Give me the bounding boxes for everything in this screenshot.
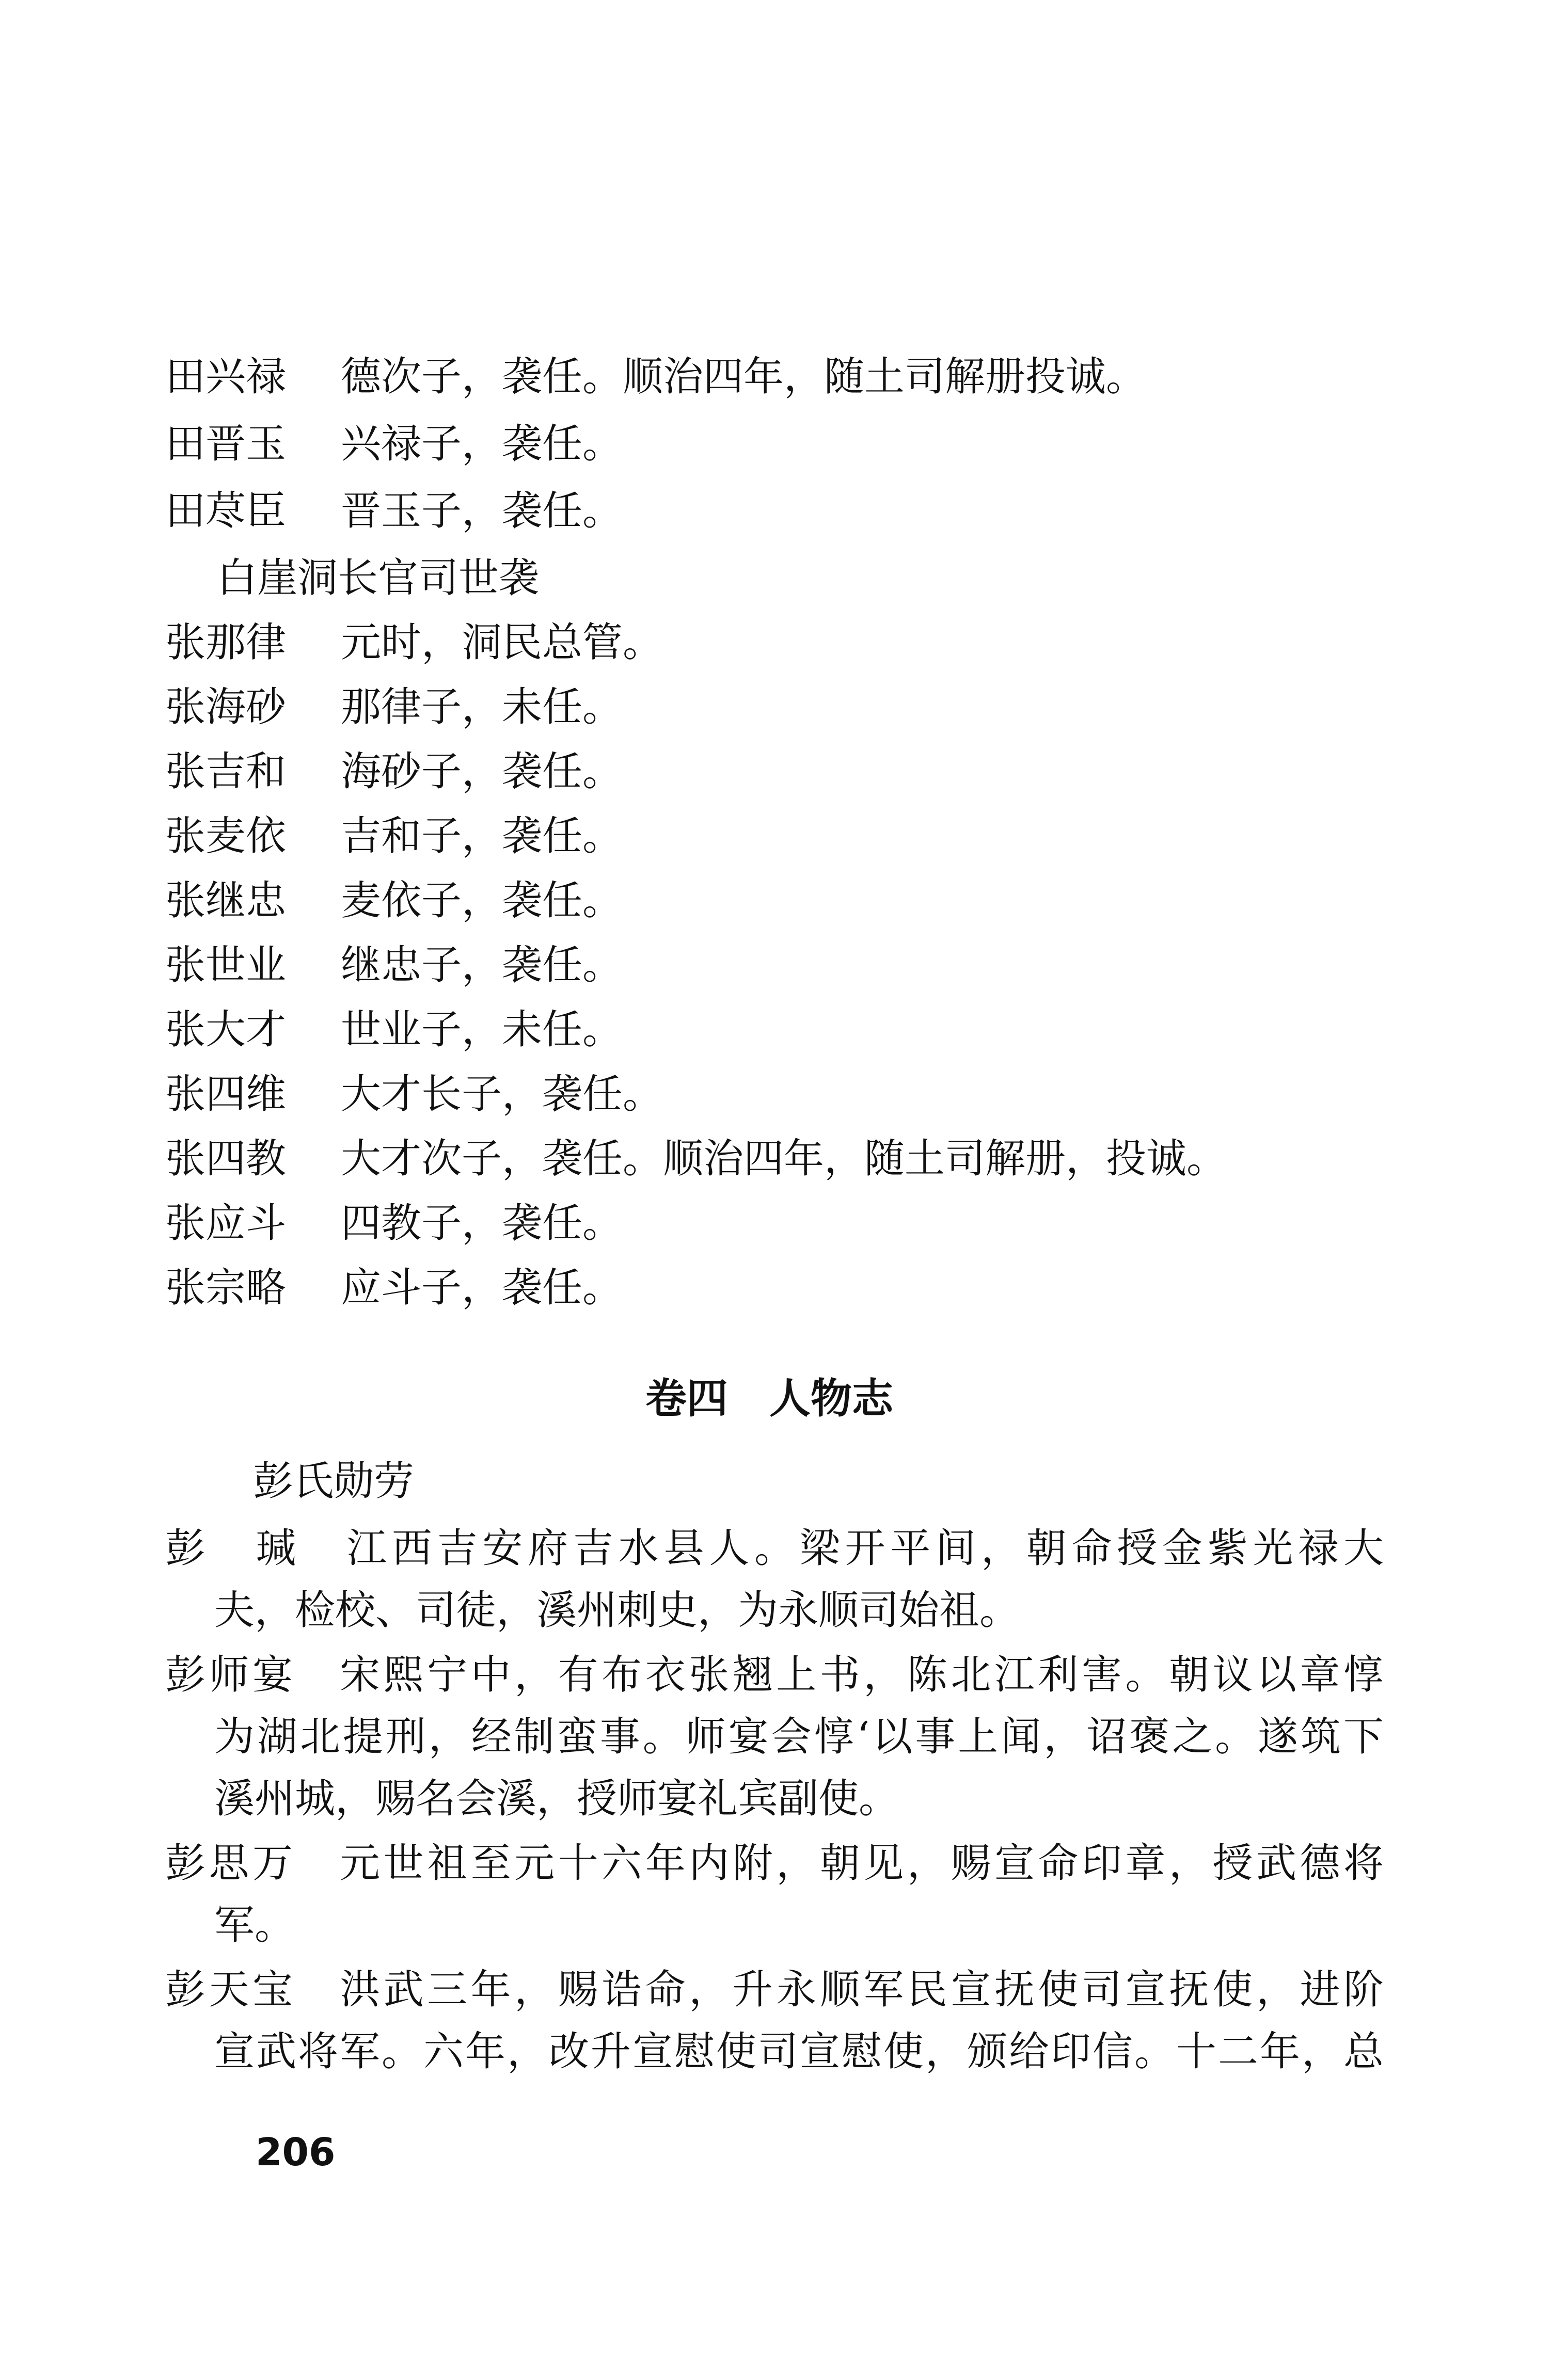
genealogy-entry <box>165 810 623 862</box>
entry-name: 张大才 <box>165 1007 287 1053</box>
genealogy-entry <box>165 418 623 470</box>
entry-name: 张四教 <box>165 1136 287 1182</box>
entry-text: 海砂子，袭任。 <box>341 748 623 795</box>
page-number: 206 <box>256 2130 336 2175</box>
entry-text: 那律子，未任。 <box>341 684 623 730</box>
bio-line-text: 彭 瑊 江西吉安府吉水县人。梁开平间，朝命授金紫光禄大 <box>165 1525 1384 1572</box>
entry-name: 田荩臣 <box>165 488 287 534</box>
genealogy-entry <box>165 1004 623 1056</box>
entry-text: 元时，洞民总管。 <box>341 619 663 666</box>
chapter-volume: 卷四 <box>645 1375 728 1423</box>
bio-line <box>214 1711 1384 1763</box>
genealogy-entry <box>165 1133 1227 1185</box>
entry-name: 张吉和 <box>165 748 287 795</box>
entry-text: 大才次子，袭任。顺治四年，随土司解册，投诚。 <box>341 1136 1227 1182</box>
entry-name: 张应斗 <box>165 1200 287 1247</box>
bio-line <box>214 2026 1384 2078</box>
section-title: 白崖洞长官司世袭 <box>217 555 540 601</box>
entry-name: 张海砂 <box>165 684 287 730</box>
bio-line-text: 为湖北提刑，经制蛮事。师宴会惇‘以事上闻，诏褒之。遂筑下 <box>214 1714 1384 1760</box>
entry-text: 继忠子，袭任。 <box>341 942 623 988</box>
genealogy-entry <box>165 746 623 797</box>
genealogy-entry <box>165 939 623 991</box>
chapter-heading <box>645 1373 893 1425</box>
entry-text: 四教子，袭任。 <box>341 1200 623 1247</box>
bio-line <box>165 1523 1384 1574</box>
genealogy-entry <box>165 351 1146 403</box>
bio-line: 军。 <box>214 1902 295 1948</box>
entry-text: 兴禄子，袭任。 <box>341 421 623 467</box>
bio-line-text: 彭天宝 洪武三年，赐诰命，升永顺军民宣抚使司宣抚使，进阶 <box>165 1967 1384 2013</box>
genealogy-entry <box>165 1197 623 1249</box>
genealogy-entry <box>165 681 623 733</box>
bio-line <box>165 1838 1384 1889</box>
genealogy-entry <box>165 485 623 537</box>
bio-line-text: 宣武将军。六年，改升宣慰使司宣慰使，颁给印信。十二年，总 <box>214 2028 1384 2075</box>
entry-text: 世业子，未任。 <box>341 1007 623 1053</box>
genealogy-entry <box>165 1262 623 1314</box>
entry-name: 田兴禄 <box>165 354 287 400</box>
chapter-title: 人物志 <box>769 1375 893 1423</box>
entry-name: 张宗略 <box>165 1265 287 1311</box>
entry-text: 德次子，袭任。顺治四年，随土司解册投诚。 <box>341 354 1147 400</box>
entry-text: 大才长子，袭任。 <box>341 1071 663 1117</box>
entry-name: 张四维 <box>165 1071 287 1117</box>
subsection-title: 彭氏勋劳 <box>253 1458 415 1505</box>
bio-line: 夫，检校、司徒，溪州刺史，为永顺司始祖。 <box>214 1587 1020 1634</box>
entry-name: 张世业 <box>165 942 287 988</box>
entry-name: 张麦依 <box>165 813 287 859</box>
entry-name: 田晋玉 <box>165 421 287 467</box>
entry-text: 麦依子，袭任。 <box>341 877 623 924</box>
entry-name: 张继忠 <box>165 877 287 924</box>
genealogy-entry <box>165 875 623 927</box>
entry-text: 吉和子，袭任。 <box>341 813 623 859</box>
genealogy-entry <box>165 617 663 668</box>
bio-line <box>165 1964 1384 2016</box>
entry-text: 晋玉子，袭任。 <box>341 488 623 534</box>
entry-name: 张那律 <box>165 619 287 666</box>
bio-line: 溪州城，赐名会溪，授师宴礼宾副使。 <box>214 1776 899 1822</box>
genealogy-entry <box>165 1068 663 1120</box>
bio-line-text: 彭思万 元世祖至元十六年内附，朝见，赐宣命印章，授武德将 <box>165 1840 1384 1887</box>
entry-text: 应斗子，袭任。 <box>341 1265 623 1311</box>
bio-line-text: 彭师宴 宋熙宁中，有布衣张翘上书，陈北江利害。朝议以章惇 <box>165 1652 1384 1698</box>
bio-line <box>165 1649 1384 1701</box>
